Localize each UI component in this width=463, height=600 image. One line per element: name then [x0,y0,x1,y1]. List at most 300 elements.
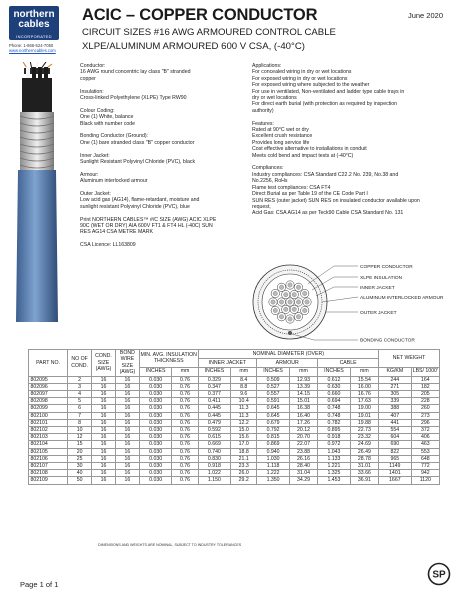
table-cell: 22.73 [350,427,378,434]
table-cell: 11.3 [231,405,257,412]
table-cell: 0.740 [198,448,231,455]
spec-value: Cross-linked Polyethylene (XLPE) Type RW90 [80,95,187,102]
conductor-core [279,300,283,304]
table-cell: 0.76 [172,383,198,390]
table-cell: 50 [68,477,92,484]
list-item: Cost effective alternative to installations in conduit [252,146,367,153]
spec-table-body [29,376,440,484]
table-cell: 8.4 [231,376,257,383]
table-cell: 802098 [29,398,68,405]
table-row [29,391,440,398]
conductor-core [303,291,307,295]
col-header-bond-wire: BOND WIRE SIZE (AWG) [115,350,139,377]
diagram-label-armour: ALUMINUM INTERLOCKED ARMOUR [360,295,444,301]
table-cell: 0.445 [198,412,231,419]
list-item: Rated at 90°C wet or dry [252,127,309,134]
spec-value: Aluminum interlocked armour [80,178,148,185]
table-cell: 16.40 [289,412,317,419]
table-cell: 1.150 [198,477,231,484]
list-item: For use in ventilated, Non-ventilated and ladder type cable trays in [252,88,405,95]
spec-label: Inner Jacket: [80,152,110,159]
unit-inches: INCHES [198,367,231,376]
company-website-link[interactable]: www.northerncables.com [9,48,56,54]
table-cell: 772 [411,463,439,470]
table-cell: 16 [92,455,116,462]
table-cell: 16 [92,412,116,419]
list-item: authority) [252,107,274,114]
table-cell: 182 [411,383,439,390]
cable-product-image [8,62,70,324]
table-cell: 1.043 [318,448,351,455]
spec-value: copper [80,75,96,82]
conductor-core [284,307,288,311]
table-cell: 0.972 [318,441,351,448]
spec-value: One (1) bare stranded class "B" copper conductor [80,139,195,146]
conductor-core [288,300,292,304]
table-cell: 1.453 [318,477,351,484]
table-row [29,477,440,484]
table-cell: 1120 [411,477,439,484]
spec-value: 16 AWG round concentric lay class "B" stranded [80,69,191,76]
table-cell: 18.8 [231,448,257,455]
table-row [29,405,440,412]
table-cell: 305 [379,391,412,398]
table-cell: 40 [68,470,92,477]
table-cell: 0.76 [172,434,198,441]
table-cell: 0.76 [172,419,198,426]
table-row [29,463,440,470]
table-cell: 0.030 [139,398,172,405]
table-cell: 0.660 [318,391,351,398]
product-spec-table [28,349,440,485]
table-cell: 802108 [29,470,68,477]
conductor-core [273,291,277,295]
table-cell: 0.557 [257,391,290,398]
table-cell: 23.32 [350,434,378,441]
table-cell: 0.694 [318,398,351,405]
table-cell: 244 [379,376,412,383]
spec-value: Black with number code [80,120,136,127]
table-cell: 24.69 [350,441,378,448]
table-cell: 20.12 [289,427,317,434]
page-subtitle-1: CIRCUIT SIZES #16 AWG ARMOURED CONTROL CABLE [82,27,336,38]
col-header-min-avg-insulation: MIN. AVG. INSULATION THICKNESS [139,350,198,368]
table-row [29,412,440,419]
diagram-label-xlpe-insulation: XLPE INSULATION [360,275,403,281]
table-cell: 16 [92,419,116,426]
table-cell: 23.88 [289,448,317,455]
print-legend [80,217,240,236]
table-cell: 463 [411,441,439,448]
table-cell: 16 [92,463,116,470]
table-cell: 802096 [29,383,68,390]
table-cell: 407 [379,412,412,419]
table-cell: 0.748 [318,412,351,419]
table-cell: 802107 [29,463,68,470]
table-cell: 0.869 [257,441,290,448]
conductor-core [303,308,307,312]
construction-details [80,63,240,255]
table-cell: 802105 [29,448,68,455]
table-cell: 0.030 [139,419,172,426]
table-cell: 15.0 [231,427,257,434]
table-cell: 0.030 [139,391,172,398]
table-cell: 16 [115,383,139,390]
unit-kg-km: KG/KM [379,367,412,376]
table-cell: 5 [68,398,92,405]
table-cell: 0.630 [318,383,351,390]
csa-mark-text: SP [432,569,446,581]
conductor-core [279,285,283,289]
table-cell: 12 [68,434,92,441]
spec-outer-jacket [80,191,240,210]
table-cell: 802103 [29,434,68,441]
table-cell: 0.76 [172,391,198,398]
table-cell: 16 [92,477,116,484]
table-row [29,448,440,455]
table-cell: 16 [115,434,139,441]
table-cell: 1149 [379,463,412,470]
diagram-label-copper-conductor: COPPER CONDUCTOR [360,264,413,270]
table-cell: 296 [411,419,439,426]
table-cell: 228 [411,398,439,405]
table-cell: 6 [68,405,92,412]
table-cell: 0.030 [139,376,172,383]
table-cell: 0.592 [198,427,231,434]
table-cell: 0.377 [198,391,231,398]
table-cell: 802106 [29,455,68,462]
table-cell: 2 [68,376,92,383]
table-cell: 260 [411,405,439,412]
table-cell: 0.76 [172,448,198,455]
table-cell: 0.030 [139,412,172,419]
table-cell: 604 [379,434,412,441]
list-item: For direct earth burial (with protection as required by inspection [252,101,398,108]
table-cell: 0.030 [139,434,172,441]
table-cell: 1.030 [257,455,290,462]
table-cell: 16 [115,412,139,419]
table-cell: 1401 [379,470,412,477]
diagram-label-outer-jacket: OUTER JACKET [360,310,397,316]
table-cell: 16 [92,405,116,412]
section-label: Compliances: [252,165,284,172]
table-cell: 0.645 [257,412,290,419]
table-cell: 8.8 [231,383,257,390]
table-cell: 16 [92,470,116,477]
table-cell: 0.76 [172,441,198,448]
compliances-section [252,165,457,216]
table-cell: 0.411 [198,398,231,405]
table-row [29,470,440,477]
table-cell: 802102 [29,427,68,434]
table-cell: 690 [379,441,412,448]
col-header-armour: ARMOUR [257,358,318,367]
table-cell: 0.030 [139,441,172,448]
table-cell: 20 [68,448,92,455]
unit-inches: INCHES [139,367,172,376]
table-cell: 22.07 [289,441,317,448]
page-number: Page 1 of 1 [20,580,59,589]
table-cell: 0.030 [139,405,172,412]
list-item: Acid Gas: CSA AG14 as per Teck90 Cable CSA Standard No. 131 [252,210,404,217]
table-row [29,419,440,426]
table-cell: 16 [115,470,139,477]
table-cell: 23.3 [231,463,257,470]
unit-mm: mm [350,367,378,376]
table-cell: 4 [68,391,92,398]
table-cell: 17.63 [350,398,378,405]
table-cell: 0.347 [198,383,231,390]
table-cell: 16 [92,383,116,390]
table-cell: 802104 [29,441,68,448]
table-row [29,434,440,441]
logo-text-cables: cables [18,19,50,30]
table-cell: 16 [115,463,139,470]
table-cell: 34.29 [289,477,317,484]
table-cell: 0.030 [139,383,172,390]
spec-colour-coding [80,108,240,127]
section-label: Applications: [252,63,282,69]
table-row [29,376,440,383]
table-row [29,455,440,462]
list-item: dry or wet locations [252,95,297,102]
table-cell: 339 [379,398,412,405]
table-cell: 554 [379,427,412,434]
spec-inner-jacket [80,153,240,166]
list-item: request, [252,203,271,210]
table-cell: 16 [115,441,139,448]
unit-inches: INCHES [257,367,290,376]
csa-licence: CSA Licence: LL163809 [80,242,136,249]
table-cell: 0.76 [172,470,198,477]
table-cell: 1.221 [318,463,351,470]
table-cell: 19.00 [350,405,378,412]
table-cell: 0.782 [318,419,351,426]
list-item: Meets cold bend and impact tests at (-40°C) [252,152,354,159]
col-header-no-of-cond: NO OF COND. [68,350,92,377]
conductor-core [288,283,292,287]
spec-armour [80,172,240,185]
table-cell: 16 [92,376,116,383]
table-cell: 13.39 [289,383,317,390]
table-cell: 16 [115,427,139,434]
table-cell: 10.4 [231,398,257,405]
print-legend-line: 90C (WET OR DRY) AIA 600V FT1 & FT4 HL (-40C) SUN [80,223,213,230]
table-cell: 25 [68,455,92,462]
table-cell: 0.612 [318,376,351,383]
table-cell: 9.6 [231,391,257,398]
table-cell: 0.76 [172,412,198,419]
table-cell: 12.93 [289,376,317,383]
table-cell: 0.679 [257,419,290,426]
table-cell: 0.030 [139,470,172,477]
table-cell: 1.325 [318,470,351,477]
print-legend-line: RES AG14 CSA METRE MARK [80,229,153,236]
spec-bonding-conductor [80,133,240,146]
table-cell: 0.591 [257,398,290,405]
col-header-part-no: PART NO. [29,350,68,377]
spec-value: sunlight resistant Polyvinyl Chloride (PVC), blue [80,203,190,210]
conductor-core [296,300,300,304]
unit-mm: mm [172,367,198,376]
table-cell: 29.2 [231,477,257,484]
table-cell: 16 [92,427,116,434]
table-cell: 0.645 [257,405,290,412]
document-date: June 2020 [407,11,443,20]
col-header-cond-size: COND. SIZE (AWG) [92,350,116,377]
table-cell: 1.222 [257,470,290,477]
table-cell: 802095 [29,376,68,383]
table-cell: 0.792 [257,427,290,434]
table-cell: 26.49 [350,448,378,455]
table-cell: 0.615 [198,434,231,441]
table-cell: 33.66 [350,470,378,477]
table-cell: 15.6 [231,434,257,441]
table-cell: 0.918 [198,463,231,470]
table-cell: 0.76 [172,477,198,484]
spec-value: One (1) White, balance [80,114,134,121]
logo-text-incorporated: INCORPORATED [16,34,52,39]
logo-text-northern: northern [13,9,55,20]
table-cell: 15 [68,441,92,448]
table-cell: 0.445 [198,405,231,412]
table-cell: 16 [92,391,116,398]
table-cell: 802100 [29,412,68,419]
table-cell: 0.030 [139,477,172,484]
list-item: Industry compliances: CSA Standard C22.2 No. 239, No.38 and [252,171,399,178]
table-cell: 17.26 [289,419,317,426]
table-cell: 3 [68,383,92,390]
table-cell: 0.815 [257,434,290,441]
unit-mm: mm [289,367,317,376]
spec-label: Colour Coding: [80,107,115,114]
spec-value: Low acid gas (AG14), flame-retardant, moisture and [80,197,200,204]
table-cell: 17.0 [231,441,257,448]
application-details [252,63,457,223]
table-cell: 0.030 [139,427,172,434]
table-cell: 20.70 [289,434,317,441]
unit-lbs-1000ft: LBS/ 1000' [412,368,438,375]
table-cell: 1667 [379,477,412,484]
table-cell: 164 [411,376,439,383]
spec-label: Insulation: [80,88,104,95]
unit-inches: INCHES [318,367,351,376]
table-cell: 16.38 [289,405,317,412]
spec-conductor [80,63,240,82]
table-cell: 11.3 [231,412,257,419]
page-subtitle-2: XLPE/ALUMINUM ARMOURED 600 V CSA, (-40°C) [82,41,305,52]
table-cell: 0.76 [172,463,198,470]
company-phone: Phone: 1-866-524-7050 [9,43,54,48]
table-cell: 942 [411,470,439,477]
conductor-core [279,315,283,319]
list-item: For exposed wiring where subjected to the weather [252,82,370,89]
table-cell: 16 [115,398,139,405]
table-footnote: DIMENSIONS AND WEIGHTS ARE NOMINAL, SUBJECT TO INDUSTRY TOLERANCES [98,543,242,547]
table-cell: 31.01 [350,463,378,470]
table-row [29,427,440,434]
table-cell: 802109 [29,477,68,484]
spec-label: Conductor: [80,63,106,69]
conductor-core [296,285,300,289]
list-item: Flame test compliances: CSA FT4 [252,184,331,191]
conductor-core [292,307,296,311]
table-cell: 1.118 [257,463,290,470]
table-cell: 16 [92,448,116,455]
conductor-core [271,300,275,304]
table-cell: 0.748 [318,405,351,412]
table-cell: 822 [379,448,412,455]
table-cell: 0.940 [257,448,290,455]
unit-mm: mm [231,367,257,376]
table-row [29,398,440,405]
table-cell: 0.76 [172,376,198,383]
table-cell: 10 [68,427,92,434]
table-cell: 0.895 [318,427,351,434]
table-cell: 205 [411,391,439,398]
print-legend-line: Print NORTHERN CABLES™ #/C SIZE (AWG) ACIC XLPE [80,216,217,223]
list-item: No.2256, RoHs [252,178,288,185]
table-cell: 1.022 [198,470,231,477]
col-header-net-weight: NET WEIGHT [379,350,440,368]
conductor-core [288,317,292,321]
list-item: Provides long service life [252,139,310,146]
spec-label: Outer Jacket: [80,191,111,198]
table-cell: 26.0 [231,470,257,477]
table-cell: 8 [68,419,92,426]
cable-cross-section-diagram [252,262,457,342]
table-cell: 16 [115,448,139,455]
col-header-cable: CABLE [318,358,379,367]
table-cell: 31.04 [289,470,317,477]
table-cell: 0.509 [257,376,290,383]
table-cell: 12.2 [231,419,257,426]
table-cell: 16 [115,376,139,383]
company-contact [9,43,56,53]
table-cell: 271 [379,383,412,390]
table-cell: 7 [68,412,92,419]
table-row [29,383,440,390]
table-cell: 30 [68,463,92,470]
table-cell: 16 [115,477,139,484]
table-row [29,441,440,448]
spec-label: Bonding Conductor (Ground): [80,133,149,140]
col-header-nominal-diameter: NOMINAL DIAMETER (OVER) [198,350,378,359]
features-section [252,121,457,159]
spec-label: Armour: [80,171,99,178]
table-cell: 16 [115,455,139,462]
conductor-core [296,315,300,319]
table-cell: 273 [411,412,439,419]
table-cell: 16.76 [350,391,378,398]
spec-value: Sunlight Resistant Polyvinyl Chloride (PVC), black [80,159,196,166]
conductor-core [284,292,288,296]
table-cell: 406 [411,434,439,441]
table-cell: 0.479 [198,419,231,426]
table-cell: 802099 [29,405,68,412]
col-header-inner-jacket: INNER JACKET [198,358,257,367]
table-cell: 0.669 [198,441,231,448]
conductor-core [273,308,277,312]
list-item: For concealed wiring in dry or wet locations [252,69,352,76]
applications-section [252,63,457,114]
table-cell: 21.1 [231,455,257,462]
table-cell: 0.76 [172,398,198,405]
table-cell: 16 [115,405,139,412]
table-cell: 36.91 [350,477,378,484]
table-cell: 0.830 [198,455,231,462]
table-cell: 16 [92,441,116,448]
